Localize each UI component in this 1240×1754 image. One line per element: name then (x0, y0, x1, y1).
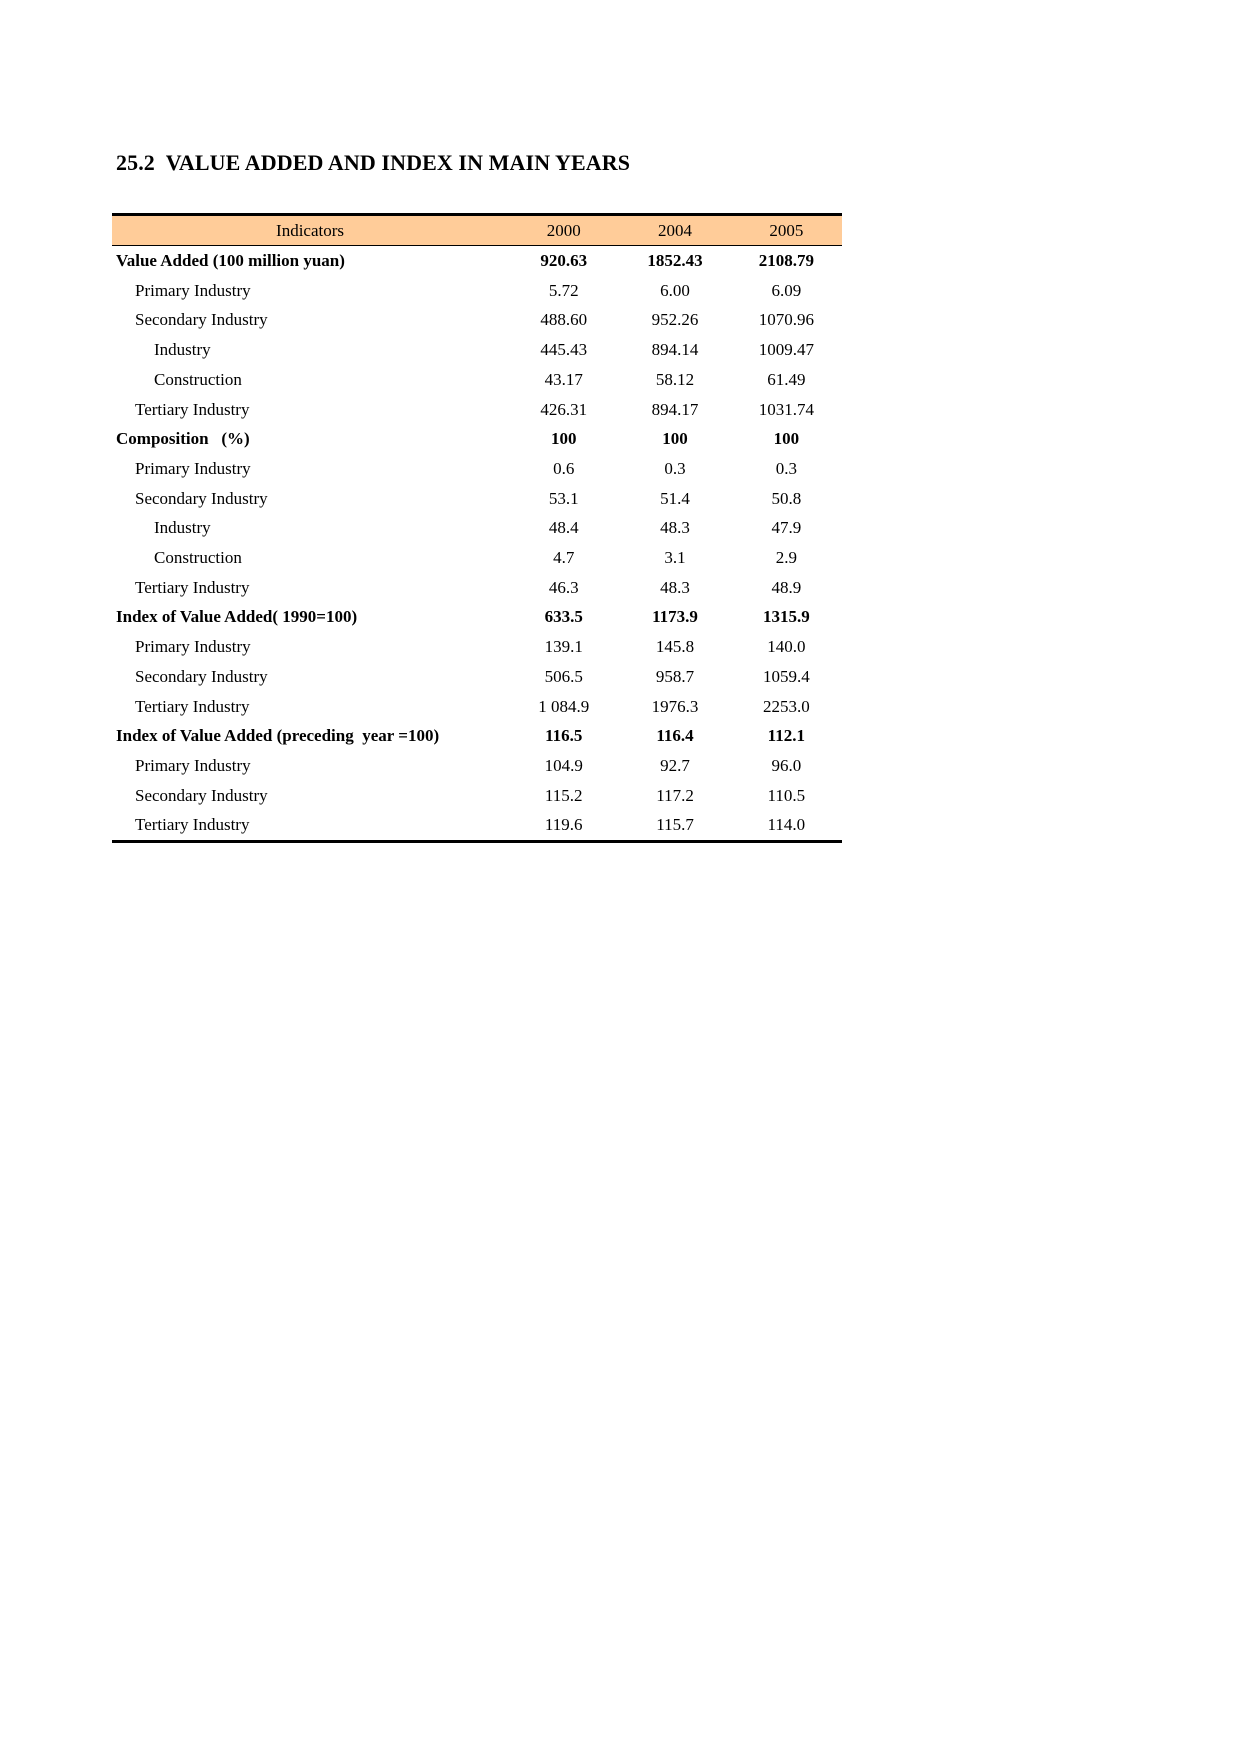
cell-2005: 110.5 (767, 785, 806, 805)
cell-2005: 2108.79 (758, 251, 814, 270)
cell-2005: 47.9 (771, 518, 802, 538)
value-added-table (112, 213, 842, 843)
column-header-2005: 2005 (731, 215, 842, 246)
cell-2005: 0.3 (775, 458, 797, 478)
table-row (112, 335, 842, 365)
cell-2000: 633.5 (544, 607, 583, 627)
row-label: Secondary Industry (135, 785, 268, 805)
cell-2004: 92.7 (660, 755, 690, 775)
cell-2004: 48.3 (660, 518, 690, 538)
table-row (112, 662, 842, 692)
table-row (112, 305, 842, 335)
cell-2000: 104.9 (544, 755, 583, 775)
cell-2004: 51.4 (660, 488, 690, 508)
cell-2005: 96.0 (771, 755, 802, 775)
cell-2000: 115.2 (544, 785, 583, 805)
cell-2005: 112.1 (767, 726, 805, 746)
row-label: Composition (%) (116, 429, 250, 449)
cell-2000: 119.6 (544, 815, 583, 835)
column-header-2004: 2004 (619, 215, 730, 246)
row-label: Industry (154, 340, 211, 360)
cell-2005: 1009.47 (758, 340, 814, 360)
cell-2000: 139.1 (544, 637, 583, 657)
row-label: Value Added (100 million yuan) (116, 251, 345, 270)
cell-2005: 50.8 (771, 488, 802, 508)
cell-2000: 920.63 (540, 251, 588, 270)
table-row (112, 692, 842, 722)
cell-2005: 2.9 (775, 548, 797, 568)
cell-2000: 116.5 (545, 726, 583, 746)
table-row (112, 751, 842, 781)
table-row (112, 454, 842, 484)
table-row (112, 246, 842, 276)
cell-2000: 445.43 (540, 340, 588, 360)
row-label: Index of Value Added( 1990=100) (116, 607, 358, 627)
cell-2004: 115.7 (656, 815, 694, 835)
table-row (112, 484, 842, 514)
row-label: Tertiary Industry (135, 577, 250, 597)
row-label: Secondary Industry (135, 666, 268, 686)
table-row (112, 365, 842, 395)
cell-2005: 61.49 (767, 369, 806, 389)
page-title: 25.2 VALUE ADDED AND INDEX IN MAIN YEARS (116, 150, 631, 175)
cell-2000: 1 084.9 (538, 696, 590, 716)
cell-2000: 48.4 (548, 518, 579, 538)
row-label: Tertiary Industry (135, 399, 250, 419)
table-header-row (112, 215, 842, 246)
cell-2000: 46.3 (548, 577, 579, 597)
table-row (112, 543, 842, 573)
cell-2004: 894.14 (651, 340, 699, 360)
cell-2004: 48.3 (660, 577, 690, 597)
cell-2005: 6.09 (771, 280, 802, 300)
table-body (112, 246, 842, 842)
row-label: Primary Industry (135, 458, 251, 478)
cell-2004: 1976.3 (651, 696, 699, 716)
table-row (112, 781, 842, 811)
table-row (112, 573, 842, 603)
row-label: Index of Value Added (preceding year =100) (116, 726, 440, 746)
cell-2004: 6.00 (660, 280, 690, 300)
row-label: Construction (154, 369, 242, 389)
cell-2000: 506.5 (544, 666, 583, 686)
row-label: Tertiary Industry (135, 696, 250, 716)
table-row (112, 276, 842, 306)
cell-2005: 1031.74 (758, 399, 814, 419)
cell-2005: 48.9 (771, 577, 802, 597)
cell-2004: 958.7 (655, 666, 695, 686)
column-header-2000: 2000 (508, 215, 619, 246)
row-label: Secondary Industry (135, 310, 268, 330)
cell-2005: 100 (773, 429, 800, 449)
cell-2004: 58.12 (655, 369, 695, 389)
row-label: Industry (154, 518, 211, 538)
cell-2004: 894.17 (651, 399, 699, 419)
cell-2000: 100 (550, 429, 577, 449)
row-label: Secondary Industry (135, 488, 268, 508)
table-row (112, 395, 842, 425)
cell-2004: 117.2 (656, 785, 694, 805)
column-header-indicators: Indicators (112, 215, 508, 246)
cell-2004: 3.1 (664, 548, 686, 568)
cell-2004: 1852.43 (647, 251, 703, 270)
row-label: Primary Industry (135, 755, 251, 775)
table-row (112, 632, 842, 662)
cell-2005: 140.0 (767, 637, 806, 657)
cell-2004: 116.4 (656, 726, 694, 746)
cell-2004: 145.8 (655, 637, 695, 657)
table-row (112, 810, 842, 841)
table-row (112, 513, 842, 543)
row-label: Construction (154, 548, 242, 568)
cell-2004: 100 (662, 429, 688, 449)
cell-2000: 43.17 (544, 369, 583, 389)
cell-2000: 426.31 (540, 399, 588, 419)
row-label: Primary Industry (135, 637, 251, 657)
cell-2005: 1070.96 (758, 310, 814, 330)
cell-2000: 53.1 (548, 488, 579, 508)
row-label: Primary Industry (135, 280, 251, 300)
table-row (112, 721, 842, 751)
cell-2005: 1315.9 (762, 607, 810, 627)
cell-2000: 5.72 (548, 280, 579, 300)
cell-2004: 1173.9 (652, 607, 698, 627)
row-label: Tertiary Industry (135, 815, 250, 835)
table-row (112, 602, 842, 632)
table-row (112, 424, 842, 454)
cell-2005: 2253.0 (762, 696, 810, 716)
cell-2000: 0.6 (553, 458, 575, 478)
cell-2005: 114.0 (767, 815, 806, 835)
cell-2000: 4.7 (553, 548, 575, 568)
cell-2005: 1059.4 (762, 666, 810, 686)
cell-2000: 488.60 (540, 310, 588, 330)
cell-2004: 0.3 (664, 458, 686, 478)
cell-2004: 952.26 (651, 310, 699, 330)
